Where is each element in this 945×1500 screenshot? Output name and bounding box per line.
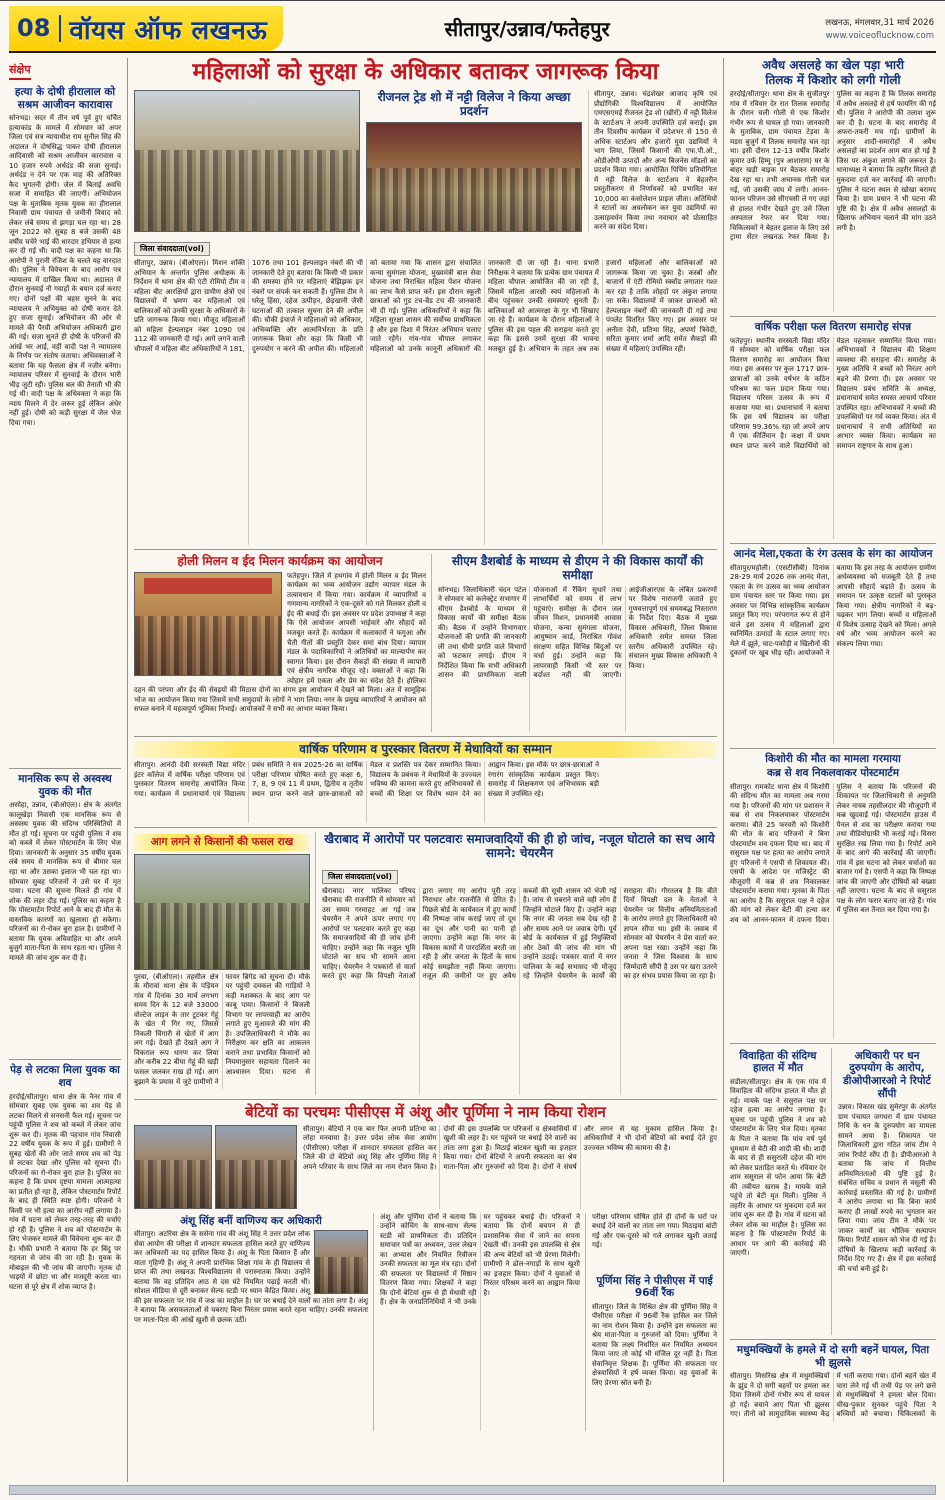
fire-photo bbox=[134, 854, 310, 970]
fund-misuse-article bbox=[838, 1048, 936, 1335]
holi-photo bbox=[134, 572, 282, 676]
holi-body-wrap bbox=[134, 572, 426, 730]
holi-headline: होली मिलन व ईद मिलन कार्यक्रम का आयोजन bbox=[177, 554, 383, 569]
kishori-headline-line2: कब्र से शव निकलवाकर पोस्टमार्टम bbox=[766, 767, 900, 780]
anshu-portrait-photo bbox=[314, 1230, 368, 1294]
masthead-badge bbox=[9, 6, 283, 51]
tradeshow-body: सीतापुर, उन्नाव। चंद्रशेखर आजाद कृषि एवं प्रौद्योगिकी विश्वविद्यालय में आयोजित एमएसएमई रीजनल ट्रेड शो (खीरों) में नट्टी विलेज के स्टार्टअप ने अपनी उपस्थिति दर्ज कराई। इस तीन दिवसीय कार्यक्रम में प्रदेशभर से 150 से अधिक स्टार्टअप और हजारों युवा उद्यमियों ने भाग लिया, जिसमें किसानों की एफ.पी.ओ., ओडीओपी उत्पादों और अन्य बिजनेस मॉडलों का प्रदर्शन किया गया। आयोजित पिचिंग प्रतियोगिता में नट्टी विलेज के स्टार्टअप ने बेहतरीन प्रस्तुतीकरण से निर्णायकों को प्रभावित कर 10,000 का कंसोलेशन प्राइज जीता। अतिथियों ने स्टालों का अवलोकन कर युवा उद्यमियों का उत्साहवर्धन किया तथा नवाचार को प्रोत्साहित करने का संदेश दिया। bbox=[588, 90, 717, 232]
vivahita-body: संडीला/सीतापुर। क्षेत्र के एक गांव में विवाहिता की संदिग्ध हालत में मौत हो गई। मायके पक्ष ने ससुराल पक्ष पर दहेज हत्या का आरोप लगाया है। सूचना पर पहुंची पुलिस ने शव को पोस्टमार्टम के लिए भेज दिया। मृतका के पिता ने बताया कि पांच वर्ष पूर्व धूमधाम से बेटी की शादी की थी। शादी के बाद से ही ससुराली दहेज की मांग को लेकर प्रताड़ित करते थे। रविवार देर शाम ससुराल से फोन आया कि बेटी की तबीयत खराब है। मायके वाले पहुंचे तो बेटी मृत मिली। पुलिस ने तहरीर के आधार पर मुकदमा दर्ज कर जांच शुरू कर दी है। गांव में घटना को लेकर शोक का माहौल है। पुलिस का कहना है कि पोस्टमार्टम रिपोर्ट के आधार पर आगे की कार्रवाई की जाएगी। bbox=[730, 1077, 826, 1258]
exam-result-body: फतेहपुर। स्थानीय सरस्वती विद्या मंदिर में सोमवार को वार्षिक परीक्षा फल वितरण समारोह का आयोजन किया गया। इस अवसर पर कुल 1717 छात्र-छात्राओं को उनके वर्षभर के कठिन परिश्रम का फल प्रदान किया गया। विद्यालय परिसर उत्सव के रूप में सजाया गया था। प्रधानाचार्य ने बताया कि इस वर्ष विद्यालय का परीक्षा परिणाम 99.36% रहा जो अपने आप में एक कीर्तिमान है। कक्षा में प्रथम स्थान प्राप्त करने वाले विद्यार्थियों को मेडल पहनाकर सम्मानित किया गया। अभिभावकों ने विद्यालय की शिक्षण व्यवस्था की सराहना की। समारोह के मुख्य अतिथि ने बच्चों को निरंतर आगे बढ़ने की प्रेरणा दी। इस अवसर पर विद्यालय प्रबंध समिति के अध्यक्ष, प्रधानाचार्य समेत समस्त आचार्य परिवार उपस्थित रहा। अभिभावकों ने बच्चों की उपलब्धियों पर गर्व व्यक्त किया। अंत में प्रधानाचार्य ने सभी अतिथियों का आभार व्यक्त किया। कार्यक्रम का समापन राष्ट्रगान के साथ हुआ। bbox=[730, 336, 936, 450]
bee-attack-body: सीतापुर। मिसरिख क्षेत्र में मधुमक्खियों के झुंड ने दो सगी बहनों पर हमला कर दिया जिसमें दोनों गंभीर रूप से घायल हो गईं। बचाने आए पिता भी झुलस गए। तीनों को सामुदायिक स्वास्थ्य केंद्र में भर्ती कराया गया। दोनों बहनें खेत में चारा लेने गई थीं तभी पेड़ पर लगे छत्ते से मधुमक्खियों ने हमला बोल दिया। चीख-पुकार सुनकर पहुंचे पिता ने बच्चियों को बचाया। चिकित्सकों के bbox=[730, 1372, 936, 1419]
right-column bbox=[724, 58, 936, 1482]
body-hanging-body: हरदोई/सीतापुर। थाना क्षेत्र के नैनर गांव में सोमवार सुबह एक युवक का शव पेड़ से लटका मिलने से सनसनी फैल गई। सूचना पर पहुंची पुलिस ने शव को कब्जे में लेकर जांच शुरू कर दी। मृतक की पहचान गांव निवासी 22 वर्षीय युवक के रूप में हुई। ग्रामीणों ने सुबह खेतों की ओर जाते समय शव को पेड़ से लटका देखा और पुलिस को सूचना दी। परिजनों का रो-रोकर बुरा हाल है। पुलिस का कहना है कि प्रथम दृष्टया मामला आत्महत्या का प्रतीत हो रहा है, लेकिन पोस्टमार्टम रिपोर्ट के बाद ही स्थिति स्पष्ट होगी। परिजनों ने किसी पर भी हत्या का आरोप नहीं लगाया है। गांव में घटना को लेकर तरह-तरह की चर्चाएं हो रही हैं। पुलिस ने शव को पोस्टमार्टम के लिए भेजकर मामले की विवेचना शुरू कर दी है। चौकी प्रभारी ने बताया कि हर बिंदु पर गहनता से जांच की जा रही है। युवक के मोबाइल की भी जांच की जाएगी। मृतक दो भाइयों में छोटा था और मजदूरी करता था। घटना से पूरे क्षेत्र में शोक व्याप्त है। bbox=[9, 1092, 121, 1291]
fire-article bbox=[134, 832, 316, 1094]
kishori-headline-line1: किशोरी की मौत का मामला गरमाया bbox=[765, 752, 901, 765]
result-body: सीतापुर। आनंदी देवी सरस्वती विद्या मंदिर इंटर कॉलेज में वार्षिक परीक्षा परिणाम एवं पुरस्कार वितरण समारोह आयोजित किया गया। कार्यक्रम में प्रधानाचार्य एवं विद्यालय प्रबंध समिति ने सत्र 2025-26 का वार्षिक परीक्षा परिणाम घोषित करते हुए कक्षा 6, 7, 8, 9 एवं 11 में प्रथम, द्वितीय व तृतीय स्थान प्राप्त करने वाले छात्र-छात्राओं को मेडल व प्रशस्ति पत्र देकर सम्मानित किया। विद्यालय के प्रबंधक ने मेधावियों के उज्ज्वल भविष्य की कामना करते हुए अभिभावकों से बच्चों की शिक्षा पर विशेष ध्यान देने का आह्वान किया। इस मौके पर छात्र-छात्राओं ने रंगारंग सांस्कृतिक कार्यक्रम प्रस्तुत किए। समारोह में शिक्षकगण एवं अभिभावक बड़ी संख्या में उपस्थित रहे। bbox=[134, 761, 599, 798]
gunshot-headline-line2: तिलक में किशोर को लगी गोली bbox=[765, 72, 901, 87]
headline-insane-youth-death: मानसिक रूप से अस्वस्थ युवक की मौत bbox=[9, 768, 121, 798]
body-insane-youth-death: असोहा, उन्नाव, (बीओएल)। क्षेत्र के अंतर्गत कालूखेड़ा निवासी एक मानसिक रूप से अस्वस्थ युवक की संदिग्ध परिस्थितियों में मौत हो गई। सूचना पर पहुंची पुलिस ने शव को कब्जे में लेकर पोस्टमार्टम के लिए भेज दिया। जानकारी के अनुसार 35 वर्षीय युवक लंबे समय से मानसिक रूप से बीमार चल रहा था और उसका इलाज भी चल रहा था। सोमवार सुबह परिजनों ने उसे घर में मृत पाया। घटना की सूचना मिलते ही गांव में शोक की लहर दौड़ गई। पुलिस का कहना है कि पोस्टमार्टम रिपोर्ट आने के बाद ही मौत के वास्तविक कारणों का खुलासा हो सकेगा। परिजनों का रो-रोकर बुरा हाल है। ग्रामीणों ने बताया कि युवक अविवाहित था और अपने बुजुर्ग माता-पिता के साथ रहता था। पुलिस ने मामले की जांच शुरू कर दी है। bbox=[9, 801, 121, 962]
fund-misuse-body: उन्नाव। विकास खंड सुमेरपुर के अंतर्गत ग्राम पंचायत जगधरा में ग्राम पंचायत निधि के धन के दुरुपयोग का मामला सामने आया है। शिकायत पर जिलाधिकारी द्वारा गठित जांच टीम ने जांच रिपोर्ट सौंप दी है। डीपीआरओ ने बताया कि जांच में वित्तीय अनियमितताओं की पुष्टि हुई है। संबंधित सचिव व प्रधान से वसूली की कार्रवाई प्रस्तावित की गई है। ग्रामीणों ने आरोप लगाया था कि बिना कार्य कराए ही लाखों रुपये का भुगतान कर लिया गया। जांच टीम ने मौके पर जाकर कार्यों का भौतिक सत्यापन किया। रिपोर्ट शासन को भेज दी गई है। दोषियों के खिलाफ कड़ी कार्रवाई के निर्देश दिए गए हैं। क्षेत्र में इस कार्रवाई की चर्चा बनी हुई है। bbox=[838, 1103, 936, 1273]
tradeshow-headline: रीजनल ट्रेड शो में नट्टी विलेज ने किया अच्छा प्रदर्शन bbox=[377, 90, 571, 118]
vivahita-article bbox=[730, 1048, 832, 1335]
anshu-body: सीतापुर। अटरिया क्षेत्र के ससेना गांव की अंशू सिंह ने उत्तर प्रदेश लोक सेवा आयोग की परीक्षा में शानदार सफलता हासिल करते हुए वाणिज्य कर अधिकारी का पद हासिल किया है। अंशू के पिता किसान हैं और माता गृहिणी हैं। अंशू ने अपनी प्रारंभिक शिक्षा गांव के ही विद्यालय से प्राप्त की तथा लखनऊ विश्वविद्यालय से परास्नातक किया। उन्होंने बताया कि वह प्रतिदिन आठ से दस घंटे नियमित पढ़ाई करती थीं। सोशल मीडिया से दूरी बनाकर सेल्फ स्टडी पर ध्यान केंद्रित किया। अंशू की इस सफलता पर गांव में जश्न का माहौल है। घर पर बधाई देने वालों का तांता लगा है। अंशू ने बताया कि असफलताओं से घबराए बिना निरंतर प्रयास करते रहना चाहिए। उनकी सफलता पर माता-पिता की आंखें खुशी से छलक उठीं। bbox=[134, 1230, 368, 1324]
holi-body: फतेहपुर। जिले में हथगांव में होली मिलन व ईद मिलन कार्यक्रम का भव्य आयोजन उद्योग व्यापार मंडल के तत्वावधान में किया गया। कार्यक्रम में व्यापारियों व गणमान्य नागरिकों ने एक-दूसरे को गले मिलकर होली व ईद की बधाई दी। इस अवसर पर प्रदेश उपाध्यक्ष ने कहा कि ऐसे आयोजन आपसी भाईचारे और सौहार्द को मजबूत करते हैं। कार्यक्रम में कलाकारों ने फगुआ और चैती गीतों की प्रस्तुति देकर समां बांध दिया। व्यापार मंडल के पदाधिकारियों ने अतिथियों का माल्यार्पण कर स्वागत किया। इस दौरान सैकड़ों की संख्या में व्यापारी एवं क्षेत्रीय नागरिक मौजूद रहे। वक्ताओं ने कहा कि त्योहार हमें एकता और प्रेम का संदेश देते हैं। होलिका दहन की परंपरा और ईद की सेवइयों की मिठास दोनों का संगम इस आयोजन में देखने को मिला। अंत में सामूहिक भोज का आयोजन किया गया जिसमें सभी समुदायों के लोगों ने भाग लिया। नगर के प्रमुख व्यापारियों ने आयोजन को सफल बनाने में महत्वपूर्ण भूमिका निभाई। आयोजकों ने सभी का आभार व्यक्त किया। bbox=[134, 571, 426, 714]
anand-mela-article bbox=[730, 548, 936, 749]
date-line: लखनऊ, मंगलवार,31 मार्च 2026 bbox=[825, 17, 934, 28]
vivahita-headline: विवाहिता की संदिग्ध हालत में मौत bbox=[739, 1049, 817, 1075]
cm-dashboard-body: सोनभद्र। जिलाधिकारी चंदन पटेल ने सोमवार को कलेक्ट्रेट सभागार में सीएम डैशबोर्ड के माध्यम से विकास कार्यों की समीक्षा बैठक की। बैठक में उन्होंने विभागवार योजनाओं की प्रगति की जानकारी ली तथा धीमी प्रगति वाले विभागों को फटकार लगाई। डीएम ने निर्देशित किया कि सभी अधिकारी शासन की प्राथमिकता वाली योजनाओं में रैंकिंग सुधारें तथा लाभार्थियों को समय से लाभ पहुंचाएं। समीक्षा के दौरान जल जीवन मिशन, प्रधानमंत्री आवास योजना, कन्या सुमंगला योजना, आयुष्मान कार्ड, निराश्रित गोवंश संरक्षण सहित विभिन्न बिंदुओं पर चर्चा हुई। उन्होंने कहा कि लापरवाही किसी भी स्तर पर बर्दाश्त नहीं की जाएगी। आईजीआरएस के लंबित प्रकरणों पर विशेष नाराजगी जताते हुए गुणवत्तापूर्ण एवं समयबद्ध निस्तारण के निर्देश दिए। बैठक में मुख्य विकास अधिकारी, जिला विकास अधिकारी समेत समस्त जिला स्तरीय अधिकारी उपस्थित रहे। संचालन मुख्य विकास अधिकारी ने किया। bbox=[438, 585, 717, 680]
anshu-group-photo bbox=[134, 1125, 212, 1209]
tradeshow-photo bbox=[366, 122, 582, 232]
anand-mela-headline: आनंद मेला,एकता के रंग उत्सव के संग का आयोजन bbox=[733, 547, 933, 560]
lead-article bbox=[134, 59, 717, 550]
exam-result-headline: वार्षिक परीक्षा फल वितरण समारोह संपन्न bbox=[754, 321, 912, 334]
fire-body: पुरवा, (बीओएल)। तहसील क्षेत्र के मौरावां थाना क्षेत्र के पड़ियन गांव में दिनांक 30 मार्च लगभग समय दिन के 12 बजे 33000 वोल्टेज लाइन के तार टूटकर गेहूं के खेत में गिर गए, जिससे निकली चिंगारी से खेतों में आग लग गई। देखते ही देखते आग ने विकराल रूप धारण कर लिया और करीब 22 बीघा गेहूं की खड़ी फसल जलकर राख हो गई। आग बुझाने के प्रयास में जुटे ग्रामीणों ने फायर ब्रिगेड को सूचना दी। मौके पर पहुंची दमकल की गाड़ियों ने कड़ी मशक्कत के बाद आग पर काबू पाया। किसानों ने बिजली विभाग पर लापरवाही का आरोप लगाते हुए मुआवजे की मांग की है। उपजिलाधिकारी ने मौके का निरीक्षण कर क्षति का आकलन कराने तथा प्रभावित किसानों को नियमानुसार सहायता दिलाने का आश्वासन दिया। घटना से bbox=[134, 972, 310, 1086]
anand-mela-body: सीतापुर/महोली। (एसटीसीबी) दिनांक 28-29 मार्च 2026 तक आनंद मेला, एकता के रंग उत्सव का भव्य आयोजन ग्राम पंचायत स्तर पर किया गया। इस अवसर पर विभिन्न सांस्कृतिक कार्यक्रम प्रस्तुत किए गए। परंपरागत रूप से होने वाले इस उत्सव में महिलाओं द्वारा स्वनिर्मित उत्पादों के स्टाल लगाए गए। मेले में झूले, चाट-पकौड़ी व खिलौनों की दुकानों पर खूब भीड़ रही। आयोजकों ने बताया कि इस तरह के आयोजन ग्रामीण अर्थव्यवस्था को मजबूती देते हैं तथा आपसी सौहार्द बढ़ाते हैं। उत्सव के समापन पर उत्कृष्ट स्टालों को पुरस्कृत किया गया। क्षेत्रीय नागरिकों ने बढ़-चढ़कर भाग लिया। बच्चों व महिलाओं में विशेष उत्साह देखने को मिला। अगले वर्ष और भव्य आयोजन करने का संकल्प लिया गया। bbox=[730, 563, 936, 658]
masthead-meta bbox=[771, 6, 936, 51]
website-url: www.voiceoflucknow.com bbox=[825, 30, 934, 41]
reporter-chip-lead: जिला संवाददाता(vol) bbox=[134, 242, 210, 256]
purnima-article bbox=[592, 1213, 717, 1431]
tradeshow-article bbox=[366, 90, 582, 232]
pcs-intro-body: सीतापुर। बेटियों ने एक बार फिर अपनी प्रतिभा का लोहा मनवाया है। उत्तर प्रदेश लोक सेवा आयोग (पीसीएस) परीक्षा में शानदार सफलता हासिल कर जिले की दो बेटियों अंशू सिंह और पूर्णिमा सिंह ने अपने परिवार के साथ जिले का नाम रोशन किया है। दोनों की इस उपलब्धि पर परिजनों व क्षेत्रवासियों में खुशी की लहर है। घर पहुंचने पर बधाई देने वालों का तांता लगा हुआ है। मिठाई बांटकर खुशी का इजहार किया गया। दोनों बेटियों ने अपनी सफलता का श्रेय माता-पिता और गुरुजनों को दिया है। दोनों ने संघर्ष और लगन से यह मुकाम हासिल किया है। अधिकारियों ने भी दोनों बेटियों को बधाई देते हुए उज्ज्वल भविष्य की कामना की है। bbox=[303, 1124, 717, 1171]
result-article bbox=[134, 741, 717, 829]
body-hiralal-verdict: सोनभद्र। सदर में तीन वर्ष पूर्व हुए चर्चित हत्याकांड के मामले में सोमवार को अपर जिला एवं सत्र न्यायाधीश राम सुनील सिंह की अदालत ने दोषसिद्ध पाकर दोषी हीरालाल आदिवासी को सश्रम आजीवन कारावास व 10 हजार रुपये अर्थदंड की सजा सुनाई। अर्थदंड न देने पर एक माह की अतिरिक्त कैद भुगतनी होगी। जेल में बिताई अवधि सजा में समाहित की जाएगी। अभियोजन पक्ष के मुताबिक मृतक युवक का हीरालाल निवासी ग्राम पंचायत से जमीनी विवाद को लेकर लंबे समय से झगड़ा चल रहा था। 28 जून 2022 को सुबह 8 बजे उसकी 48 वर्षीय चचेरे भाई की धारदार हथियार से हत्या कर दी गई थी। वादी पक्ष का कहना था कि आरोपी ने पुरानी रंजिश के चलते यह वारदात की। पुलिस ने विवेचना के बाद आरोप पत्र न्यायालय में दाखिल किया था। अदालत में दौरान सुनवाई नौ गवाहों के बयान दर्ज कराए गए। दोनों पक्षों की बहस सुनने के बाद न्यायालय ने अभियुक्त को दोषी करार देते हुए सजा सुनाई। अभियोजन की ओर से मामले की पैरवी अभियोजन अधिकारी द्वारा की गई। सजा सुनते ही दोषी के परिजनों की आंखें भर आईं, वहीं वादी पक्ष ने न्यायालय के निर्णय पर संतोष जताया। अधिवक्ताओं ने बताया कि यह फैसला क्षेत्र में नजीर बनेगा। न्यायालय परिसर में सुनवाई के दौरान भारी भीड़ जुटी रही। पुलिस बल की तैनाती भी की गई थी। वादी पक्ष के अधिवक्ता ने कहा कि न्याय मिलने में देर जरूर हुई लेकिन अंधेर नहीं हुई। दोषी को कड़ी सुरक्षा में जेल भेज दिया गया। bbox=[9, 114, 121, 427]
anshu-body-wrap bbox=[134, 1230, 368, 1426]
page-number: 08 bbox=[15, 15, 61, 41]
fund-misuse-headline: अधिकारी पर धन दुरुपयोग के आरोप, डीओपीआरओ ने रिपोर्ट सौंपी bbox=[843, 1049, 931, 1100]
masthead bbox=[9, 6, 936, 53]
purnima-headline: पूर्णिमा सिंह ने पीसीएस में पाई 96वीं रैंक bbox=[596, 1274, 713, 1300]
fire-headline: आग लगने से किसानों की फसल राख bbox=[134, 834, 310, 851]
cm-dashboard-headline: सीएम डैशबोर्ड के माध्यम से डीएम ने की विकास कार्यों की समीक्षा bbox=[451, 554, 704, 582]
bee-attack-headline: मधुमक्खियों के हमले में दो सगी बहनें घायल, पिता भी झुलसे bbox=[736, 1344, 930, 1369]
middle-row bbox=[134, 554, 717, 736]
pcs-photos bbox=[134, 1125, 297, 1209]
pcs-detail-row bbox=[134, 1213, 717, 1431]
lead-media-row bbox=[134, 90, 717, 232]
exam-result-article bbox=[730, 321, 936, 544]
result-headline: वार्षिक परिणाम व पुरस्कार वितरण में मेधावियों का सम्मान bbox=[134, 741, 717, 759]
pcs-continuation-body-2: परीक्षा परिणाम घोषित होते ही दोनों के घरों पर बधाई देने वालों का तांता लग गया। मिठाइयां बांटी गईं और एक-दूसरे को गले लगाकर खुशी जताई गई। bbox=[592, 1212, 717, 1250]
briefs-column bbox=[9, 58, 128, 1482]
bottom-bar bbox=[9, 1485, 936, 1495]
lead-text-block bbox=[134, 236, 717, 545]
khairabad-headline: खैराबाद में आरोपों पर पलटवारः समाजवादियों की ही हो जांच, नजूल घोटाले का सच आये सामने: चेयरमैन bbox=[324, 832, 715, 860]
lead-body: सीतापुर, उन्नाव। (बीओएल)। मिशन शक्ति अभियान के अन्तर्गत पुलिस अधीक्षक के निर्देशन में थाना क्षेत्र की एंटी रोमियो टीम व महिला बीट आरक्षियों द्वारा ग्रामीण क्षेत्रों एवं विद्यालयों में भ्रमण कर महिलाओं एवं बालिकाओं को उनकी सुरक्षा के अधिकारों के प्रति जागरूक किया गया। मौजूद महिलाओं को महिला हेल्पलाइन नंबर 1090 एवं 112 की जानकारी दी गई। आगे लगने वाली चौपालों में महिला बीट अधिकारियों ने 181, 1076 तथा 101 हेल्पलाइन नंबरों की भी जानकारी देते हुए बताया कि किसी भी प्रकार की समस्या होने पर महिलाएं बेझिझक इन नंबरों पर संपर्क कर सकती हैं। पुलिस टीम ने घरेलू हिंसा, दहेज उत्पीड़न, छेड़खानी जैसी घटनाओं की तत्काल सूचना देने की अपील की। चौकी इंचार्ज ने महिलाओं को अधिकार, अभिव्यक्ति और आत्मनिर्भरता के प्रति जागरूक किया और कहा कि किसी भी दुरुपयोग न करने की अपील की। महिलाओं को बताया गया कि शासन द्वारा संचालित कन्या सुमंगला योजना, मुख्यमंत्री बाल सेवा योजना तथा निराश्रित महिला पेंशन योजना का लाभ कैसे प्राप्त करें। इस दौरान स्कूली छात्राओं को गुड टच-बैड टच की जानकारी भी दी गई। पुलिस अधिकारियों ने कहा कि महिला सुरक्षा शासन की सर्वोच्च प्राथमिकता है और इस दिशा में निरंतर अभियान चलाए जाते रहेंगे। गांव-गांव चौपाल लगाकर महिलाओं को उनके कानूनी अधिकारों की जानकारी दी जा रही है। थाना प्रभारी निरीक्षक ने बताया कि प्रत्येक ग्राम पंचायत में महिला चौपाल आयोजित की जा रही है, जिसमें महिला आरक्षी स्वयं महिलाओं के बीच पहुंचकर उनकी समस्याएं सुनती हैं। बालिकाओं को आत्मरक्षा के गुर भी सिखाए जा रहे हैं। कार्यक्रम के दौरान महिलाओं ने पुलिस की इस पहल की सराहना करते हुए कहा कि इससे उनमें सुरक्षा की भावना मजबूत हुई है। अभियान के तहत अब तक हजारों महिलाओं और बालिकाओं को जागरूक किया जा चुका है। कस्बों और बाजारों में एंटी रोमियो स्क्वॉड लगातार गश्त कर रहा है ताकि शोहदों पर अंकुश लगाया जा सके। विद्यालयों में जाकर छात्राओं को हेल्पलाइन नंबरों की जानकारी दी गई तथा पंपलेट वितरित किए गए। इस अवसर पर अनीता देवी, प्रतिभा सिंह, अपर्णा त्रिवेदी, सरिता कुमार शर्मा आदि समेत सैकड़ों की संख्या में महिलाएं उपस्थित रहीं। bbox=[134, 259, 717, 353]
anshu-article bbox=[134, 1213, 374, 1431]
section-label-briefs: संक्षेप bbox=[9, 62, 31, 80]
pcs-continuation-body: अंशू और पूर्णिमा दोनों ने बताया कि उन्होंने कोचिंग के साथ-साथ सेल्फ स्टडी को प्राथमिकता दी। प्रतिदिन समाचार पत्रों का अध्ययन, उत्तर लेखन का अभ्यास और नियमित रिवीजन उनकी सफलता का मूल मंत्र रहा। दोनों की सफलता पर विद्यालयों में मिष्ठान वितरण किया गया। शिक्षकों ने कहा कि दोनों बेटियां शुरू से ही मेधावी रही हैं। क्षेत्र के जनप्रतिनिधियों ने भी उनके घर पहुंचकर बधाई दी। परिजनों ने बताया कि दोनों बचपन से ही प्रशासनिक सेवा में जाने का सपना देखती थीं। उनकी इस उपलब्धि से क्षेत्र की अन्य बेटियों को भी प्रेरणा मिलेगी। ग्रामीणों ने ढोल-नगाड़ों के साथ खुशी का इजहार किया। दोनों ने युवाओं से निरंतर परिश्रम करने का आह्वान किया है। bbox=[380, 1213, 586, 1431]
bee-attack-article bbox=[730, 1344, 936, 1422]
pcs-success-section bbox=[134, 1104, 717, 1431]
lower-row bbox=[134, 832, 717, 1099]
pcs-headline: बेटियों का परचमः पीसीएस में अंशू और पूर्णिमा ने नाम किया रोशन bbox=[245, 1102, 606, 1121]
gunshot-headline-line1: अवैध असलहे का खेल पड़ा भारी bbox=[761, 58, 905, 72]
masthead-title: वॉयस ऑफ लखनऊ bbox=[69, 15, 268, 46]
lead-headline: महिलाओं को सुरक्षा के अधिकार बताकर जागरूक किया bbox=[192, 59, 659, 85]
gunshot-article bbox=[730, 59, 936, 317]
headline-hanging-body: पेड़ से लटका मिला युवक का शव bbox=[9, 1059, 121, 1089]
khairabad-article bbox=[322, 832, 717, 1094]
khairabad-body: खैराबाद। नगर पालिका परिषद खैराबाद की राजनीति में सोमवार को उस समय गरमाहट आ गई जब चेयरमैन ने अपने ऊपर लगाए गए आरोपों पर पलटवार करते हुए कहा कि समाजवादियों की ही जांच होनी चाहिए। उन्होंने कहा कि नजूल भूमि घोटाले का सच भी सामने आना चाहिए। चेयरमैन ने पत्रकारों से वार्ता करते हुए कहा कि विपक्षी नेताओं द्वारा लगाए गए आरोप पूरी तरह निराधार और राजनीति से प्रेरित हैं। पिछले बोर्ड के कार्यकाल में हुए कार्यों की निष्पक्ष जांच कराई जाए तो दूध का दूध और पानी का पानी हो जाएगा। उन्होंने कहा कि नगर के विकास कार्यों में पारदर्शिता बरती जा रही है और जनता के हितों के साथ कोई समझौता नहीं किया जाएगा। नजूल की जमीनों पर हुए अवैध कब्जों की सूची शासन को भेजी गई है। जांच से घबराने वाले वही लोग हैं जिन्होंने घोटाले किए हैं। उन्होंने कहा कि नगर की जनता सब देख रही है और समय आने पर जवाब देगी। पूर्व बोर्ड के कार्यकाल में हुई नियुक्तियों और ठेकों की जांच की मांग भी उन्होंने उठाई। पत्रकार वार्ता में नगर पालिका के कई सभासद भी मौजूद रहे जिन्होंने चेयरमैन के कार्यों की सराहना की। गौरतलब है कि बीते दिनों विपक्षी दल के नेताओं ने चेयरमैन पर वित्तीय अनियमितताओं के आरोप लगाते हुए जिलाधिकारी को ज्ञापन सौंपा था। इसी के जवाब में सोमवार को चेयरमैन ने प्रेस वार्ता कर अपना पक्ष रखा। उन्होंने कहा कि जनता ने जिस विश्वास के साथ जिम्मेदारी सौंपी है उस पर खरा उतरने का हर संभव प्रयास किया जा रहा है। bbox=[322, 886, 717, 981]
page-body bbox=[9, 58, 936, 1482]
pcs-intro-row bbox=[134, 1125, 717, 1209]
cm-dashboard-article bbox=[438, 554, 717, 731]
anshu-headline: अंशू सिंह बनीं वाणिज्य कर अधिकारी bbox=[180, 1214, 322, 1227]
right-bottom-row bbox=[730, 1048, 936, 1340]
reporter-chip-khairabad: जिला संवाददाता(vol) bbox=[322, 870, 398, 884]
purnima-group-photo bbox=[215, 1125, 297, 1209]
purnima-body: सीतापुर। जिले के मिश्रित क्षेत्र की पूर्णिमा सिंह ने पीसीएस परीक्षा में 96वीं रैंक हासिल कर जिले का नाम रोशन किया है। उन्होंने इस सफलता का श्रेय माता-पिता व गुरुजनों को दिया। पूर्णिमा ने बताया कि लक्ष्य निर्धारित कर नियमित अध्ययन किया जाए तो कोई भी मंजिल दूर नहीं है। पिता सेवानिवृत्त शिक्षक हैं। पूर्णिमा की सफलता पर क्षेत्रवासियों ने हर्ष व्यक्त किया। वह युवाओं के लिए प्रेरणा स्रोत बनी हैं। bbox=[592, 1302, 717, 1387]
center-column bbox=[128, 58, 724, 1482]
kishori-body: सीतापुर। रामकोट थाना क्षेत्र में किशोरी की संदिग्ध मौत का मामला अब गरमा गया है। परिजनों की मांग पर प्रशासन ने कब्र से शव निकलवाकर पोस्टमार्टम कराया। बीते 25 फरवरी को किशोरी की मौत के बाद परिजनों ने बिना पोस्टमार्टम शव दफना दिया था। बाद में ससुराल पक्ष पर हत्या का आरोप लगाते हुए परिजनों ने एसपी से शिकायत की। एसपी के आदेश पर मजिस्ट्रेट की मौजूदगी में कब्र से शव निकालकर पोस्टमार्टम कराया गया। मृतका के पिता का आरोप है कि ससुराल पक्ष ने दहेज की मांग को लेकर बेटी की हत्या कर शव को आनन-फानन में दफना दिया। पुलिस ने बताया कि परिजनों की शिकायत पर जिलाधिकारी से अनुमति लेकर नायब तहसीलदार की मौजूदगी में कब्र खुदवाई गई। पोस्टमार्टम हाउस में पैनल से शव का परीक्षण कराया गया तथा वीडियोग्राफी भी कराई गई। विसरा सुरक्षित रख लिया गया है। रिपोर्ट आने के बाद आगे की कार्रवाई की जाएगी। गांव में इस घटना को लेकर चर्चाओं का बाजार गर्म है। एसपी ने कहा कि निष्पक्ष जांच की जाएगी और दोषियों को बख्शा नहीं जाएगा। घटना के बाद से ससुराल पक्ष के लोग फरार बताए जा रहे हैं। गांव में पुलिस बल तैनात कर दिया गया है। bbox=[730, 782, 936, 924]
holi-article bbox=[134, 554, 432, 731]
region-line: सीतापुर/उन्नाव/फतेहपुर bbox=[444, 17, 610, 41]
gunshot-body: हरदोई/सीतापुर। थाना क्षेत्र के सुजीतपुर गांव में रविवार देर रात तिलक समारोह के दौरान चली गोली से एक किशोर गंभीर रूप से घायल हो गया। जानकारी के मुताबिक, ग्राम पंचायत टेड़वा के मडरा बुजुर्ग में तिलक समारोह चल रहा था। इसी दौरान 12-13 वर्षीय किशोर कुमार उर्फ हिम्मू (पुत्र आशाराम) घर के बाहर खड़ी बाइक पर बैठकर समारोह देख रहा था। तभी अचानक गोली चल गई, जो उसकी जांघ में लगी। आनन-फानन परिजन उसे सीएचसी ले गए जहां से हालत गंभीर देखते हुए उसे जिला अस्पताल रेफर कर दिया गया। चिकित्सकों ने बेहतर इलाज के लिए उसे ट्रामा सेंटर लखनऊ रेफर किया है। पुलिस का कहना है कि तिलक समारोह में अवैध असलहे से हर्ष फायरिंग की गई थी। पुलिस ने आरोपी की तलाश शुरू कर दी है। घटना के बाद समारोह में अफरा-तफरी मच गई। ग्रामीणों के अनुसार शादी-समारोहों में अवैध असलहों का प्रदर्शन आम बात हो गई है जिस पर अंकुश लगाने की जरूरत है। थानाध्यक्ष ने बताया कि तहरीर मिलते ही मुकदमा दर्ज कर कार्रवाई की जाएगी। पुलिस ने घटना स्थल से खोखा बरामद किया है। ग्राम प्रधान ने भी घटना की पुष्टि की है। क्षेत्र में अवैध असलहों के खिलाफ अभियान चलाने की मांग उठने लगी है। bbox=[730, 90, 936, 242]
lead-photo bbox=[134, 90, 360, 232]
headline-hiralal-verdict: हत्या के दोषी हीरालाल को सश्रम आजीवन कारावास bbox=[14, 86, 116, 111]
kishori-article bbox=[730, 753, 936, 1044]
